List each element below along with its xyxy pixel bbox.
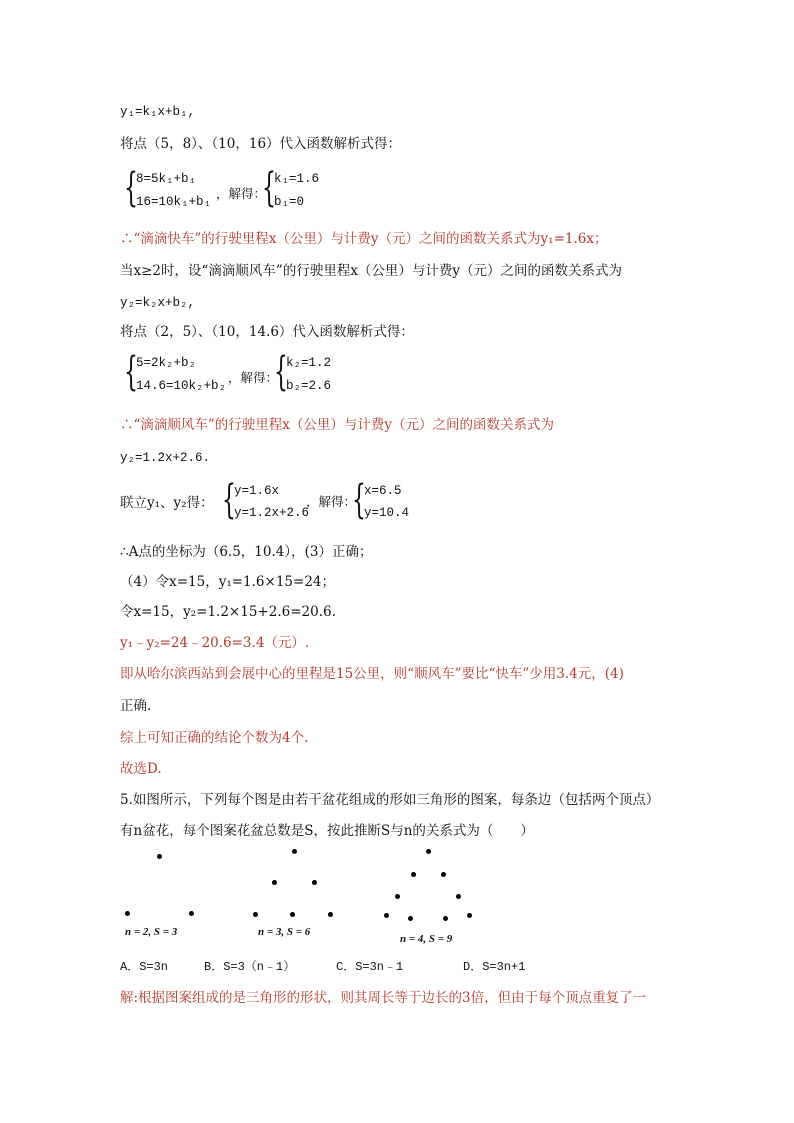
equation: 8=5k₁+b₁ xyxy=(136,172,197,186)
flower-dot xyxy=(272,880,277,885)
equation: y=1.6x xyxy=(234,484,280,498)
text-line: 联立y₁、y₂得： xyxy=(120,495,214,511)
option-c: C．S=3n﹣1 xyxy=(336,960,404,974)
text-line: ∴“滴滴顺风车”的行驶里程x（公里）与计费y（元）之间的函数关系式为 xyxy=(120,417,555,433)
text-line: ∴“滴滴快车”的行驶里程x（公里）与计费y（元）之间的函数关系式为y₁=1.6x； xyxy=(120,231,608,247)
solution: b₂=2.6 xyxy=(286,379,332,393)
flower-dot xyxy=(456,894,461,899)
flower-dot xyxy=(408,916,413,921)
solution: y=10.4 xyxy=(364,506,410,520)
left-brace: { xyxy=(222,477,236,523)
option-b: B．S=3（n﹣1） xyxy=(204,960,296,974)
flower-dot xyxy=(312,880,317,885)
flower-dot xyxy=(384,913,389,918)
flower-dot xyxy=(441,872,446,877)
equation: y=1.2x+2.6 xyxy=(234,506,310,520)
equation: 14.6=10k₂+b₂ xyxy=(136,379,227,393)
solution: x=6.5 xyxy=(364,484,402,498)
solve-label: ，解得： xyxy=(306,494,357,509)
question-text: 有n盆花，每个图案花盆总数是S，按此推断S与n的关系式为（ ） xyxy=(120,823,534,839)
left-brace: { xyxy=(352,477,366,523)
text-line: ∴A点的坐标为（6.5，10.4），(3）正确； xyxy=(120,544,373,560)
flower-dot xyxy=(189,911,194,916)
text-line: y₂=k₂x+b₂, xyxy=(120,296,196,310)
figure-caption: n = 2, S = 3 xyxy=(125,926,178,938)
text-line: 综上可知正确的结论个数为4个. xyxy=(120,730,309,746)
solve-label: ，解得： xyxy=(216,186,267,201)
solve-label: ，解得： xyxy=(228,370,279,385)
text-line: 当x≥2时，设“滴滴顺风车”的行驶里程x（公里）与计费y（元）之间的函数关系式为 xyxy=(120,263,623,279)
flower-dot xyxy=(125,911,130,916)
solution: k₁=1.6 xyxy=(274,172,320,186)
text-line: 即从哈尔滨西站到会展中心的里程是15公里，则“顺风车”要比“快车”少用3.4元，(4) xyxy=(120,666,624,682)
left-brace: { xyxy=(262,165,276,211)
flower-dot xyxy=(467,913,472,918)
solution: b₁=0 xyxy=(274,195,305,209)
option-d: D．S=3n+1 xyxy=(463,960,526,974)
text-line: 将点（2，5）、（10，14.6）代入函数解析式得： xyxy=(120,324,414,340)
flower-dot xyxy=(443,916,448,921)
equation: 16=10k₁+b₁ xyxy=(136,195,212,209)
flower-dot xyxy=(292,849,297,854)
left-brace: { xyxy=(124,165,138,211)
solution: k₂=1.2 xyxy=(286,356,332,370)
question-text: 5.如图所示，下列每个图是由若干盆花组成的形如三角形的图案，每条边（包括两个顶点） xyxy=(120,792,660,808)
text-line: 将点（5，8）、（10，16）代入函数解析式得： xyxy=(120,136,402,152)
left-brace: { xyxy=(124,349,138,395)
option-a: A．S=3n xyxy=(120,960,169,974)
text-line: 令x=15，y₂=1.2×15+2.6=20.6. xyxy=(120,604,336,620)
flower-dot xyxy=(253,912,258,917)
flower-dot xyxy=(395,894,400,899)
text-line: y₁=k₁x+b₁, xyxy=(120,105,196,119)
left-brace: { xyxy=(274,349,288,395)
flower-dot xyxy=(426,849,431,854)
figure-caption: n = 3, S = 6 xyxy=(258,926,311,938)
equation: 5=2k₂+b₂ xyxy=(136,356,197,370)
text-line: 故选D. xyxy=(120,761,162,777)
flower-dot xyxy=(411,872,416,877)
text-line: y₂=1.2x+2.6. xyxy=(120,451,211,465)
flower-dot xyxy=(157,854,162,859)
flower-dot xyxy=(290,912,295,917)
text-line: 正确. xyxy=(120,698,152,714)
solution-text: 解:根据图案组成的是三角形的形状，则其周长等于边长的3倍，但由于每个顶点重复了一 xyxy=(120,990,647,1006)
flower-dot xyxy=(328,912,333,917)
text-line: （4）令x=15，y₁=1.6×15=24； xyxy=(120,574,335,590)
text-line: y₁﹣y₂=24﹣20.6=3.4（元）. xyxy=(120,635,310,651)
figure-caption: n = 4, S = 9 xyxy=(400,933,453,945)
